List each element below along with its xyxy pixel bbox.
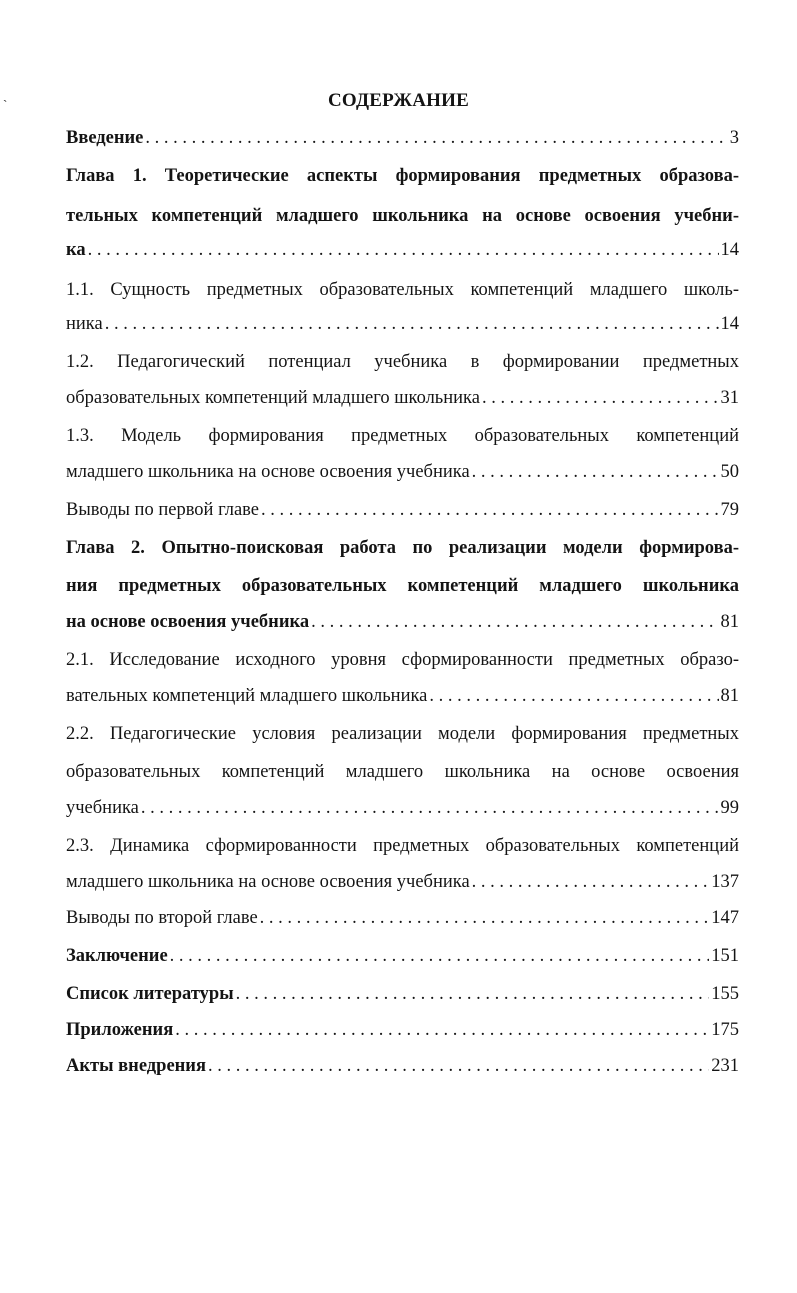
page-title: СОДЕРЖАНИЕ (328, 90, 469, 111)
leader-dots (472, 870, 710, 894)
toc-entry-chapter1-line1[interactable]: Глава 1. Теоретические аспекты формирования предметных образова- (66, 166, 739, 186)
toc-page-number: 155 (711, 984, 739, 1004)
toc-page-number: 137 (711, 872, 739, 892)
toc-entry-2-3-line2[interactable] (66, 870, 739, 894)
toc-entry-2-1-line1[interactable]: 2.1. Исследование исходного уровня сформированности предметных образо- (66, 650, 739, 670)
toc-entry-conclusions-ch2[interactable] (66, 906, 739, 930)
leader-dots (429, 684, 718, 708)
toc-entry-label: на основе освоения учебника (66, 612, 310, 632)
leader-dots (261, 498, 718, 522)
toc-entry-label: Выводы по первой главе (66, 500, 260, 520)
leader-dots (175, 1018, 709, 1042)
leader-dots (260, 906, 710, 930)
toc-entry-conclusions-ch1[interactable] (66, 498, 739, 522)
toc-entry-2-1-line2[interactable] (66, 684, 739, 708)
toc-page-number: 3 (729, 128, 739, 148)
toc-entry-label: учебника (66, 798, 139, 818)
toc-entry-chapter2-line2[interactable]: ния предметных образовательных компетенций младшего школьника (66, 576, 739, 596)
toc-entry-1-2-line1[interactable]: 1.2. Педагогический потенциал учебника в формировании предметных (66, 352, 739, 372)
toc-entry-2-2-line3[interactable] (66, 796, 739, 820)
toc-entry-1-3-line1[interactable]: 1.3. Модель формирования предметных образовательных компетенций (66, 426, 739, 446)
toc-entry-1-2-line2[interactable] (66, 386, 739, 410)
toc-entry-intro[interactable] (66, 126, 739, 150)
toc-entry-1-3-line2[interactable] (66, 460, 739, 484)
toc-entry-chapter2-line1[interactable]: Глава 2. Опытно-поисковая работа по реализации модели формирова- (66, 538, 739, 558)
leader-dots (482, 386, 719, 410)
leader-dots (105, 312, 719, 336)
leader-dots (311, 610, 718, 634)
leader-dots (208, 1054, 709, 1078)
toc-entry-label: Введение (66, 128, 144, 148)
toc-entry-label: образовательных компетенций младшего школьника (66, 388, 480, 408)
toc-entry-1-1-line2[interactable] (66, 312, 739, 336)
toc-page-number: 99 (720, 798, 739, 818)
toc-page-number: 231 (711, 1056, 739, 1076)
leader-dots (145, 126, 727, 150)
toc-page-number: 81 (720, 612, 739, 632)
toc-entry-label: Заключение (66, 946, 168, 966)
toc-entry-label: вательных компетенций младшего школьника (66, 686, 428, 706)
toc-entry-2-3-line1[interactable]: 2.3. Динамика сформированности предметных образовательных компетенций (66, 836, 739, 856)
toc-page-number: 14 (720, 314, 739, 334)
toc-entry-chapter1-line3[interactable] (66, 238, 739, 262)
toc-page-number: 79 (720, 500, 739, 520)
toc-entry-1-1-line1[interactable]: 1.1. Сущность предметных образовательных компетенций младшего школь- (66, 280, 739, 300)
leader-dots (88, 238, 719, 262)
toc-page-number: 175 (711, 1020, 739, 1040)
toc-entry-references[interactable] (66, 982, 739, 1006)
toc-entry-label: ника (66, 314, 103, 334)
leader-dots (170, 944, 710, 968)
toc-entry-label: Список литературы (66, 984, 234, 1004)
toc-entry-label: младшего школьника на основе освоения учебника (66, 872, 470, 892)
toc-page-number: 31 (720, 388, 739, 408)
toc-entry-appendices[interactable] (66, 1018, 739, 1042)
toc-entry-2-2-line2[interactable]: образовательных компетенций младшего школьника на основе освоения (66, 762, 739, 782)
toc-entry-label: Выводы по второй главе (66, 908, 258, 928)
toc-entry-label: ка (66, 240, 86, 260)
scan-speck: ` (3, 97, 8, 112)
toc-entry-conclusion[interactable] (66, 944, 739, 968)
toc-page-number: 50 (720, 462, 739, 482)
toc-entry-label: Приложения (66, 1020, 174, 1040)
toc-entry-chapter1-line2[interactable]: тельных компетенций младшего школьника на основе освоения учебни- (66, 206, 739, 226)
toc-entry-label: Акты внедрения (66, 1056, 206, 1076)
leader-dots (472, 460, 719, 484)
toc-entry-2-2-line1[interactable]: 2.2. Педагогические условия реализации модели формирования предметных (66, 724, 739, 744)
toc-page-number: 147 (711, 908, 739, 928)
leader-dots (236, 982, 710, 1006)
toc-page-number: 151 (711, 946, 739, 966)
toc-page-number: 14 (720, 240, 739, 260)
toc-entry-implementation-acts[interactable] (66, 1054, 739, 1078)
toc-page-number: 81 (720, 686, 739, 706)
toc-entry-label: младшего школьника на основе освоения учебника (66, 462, 470, 482)
leader-dots (141, 796, 719, 820)
toc-entry-chapter2-line3[interactable] (66, 610, 739, 634)
